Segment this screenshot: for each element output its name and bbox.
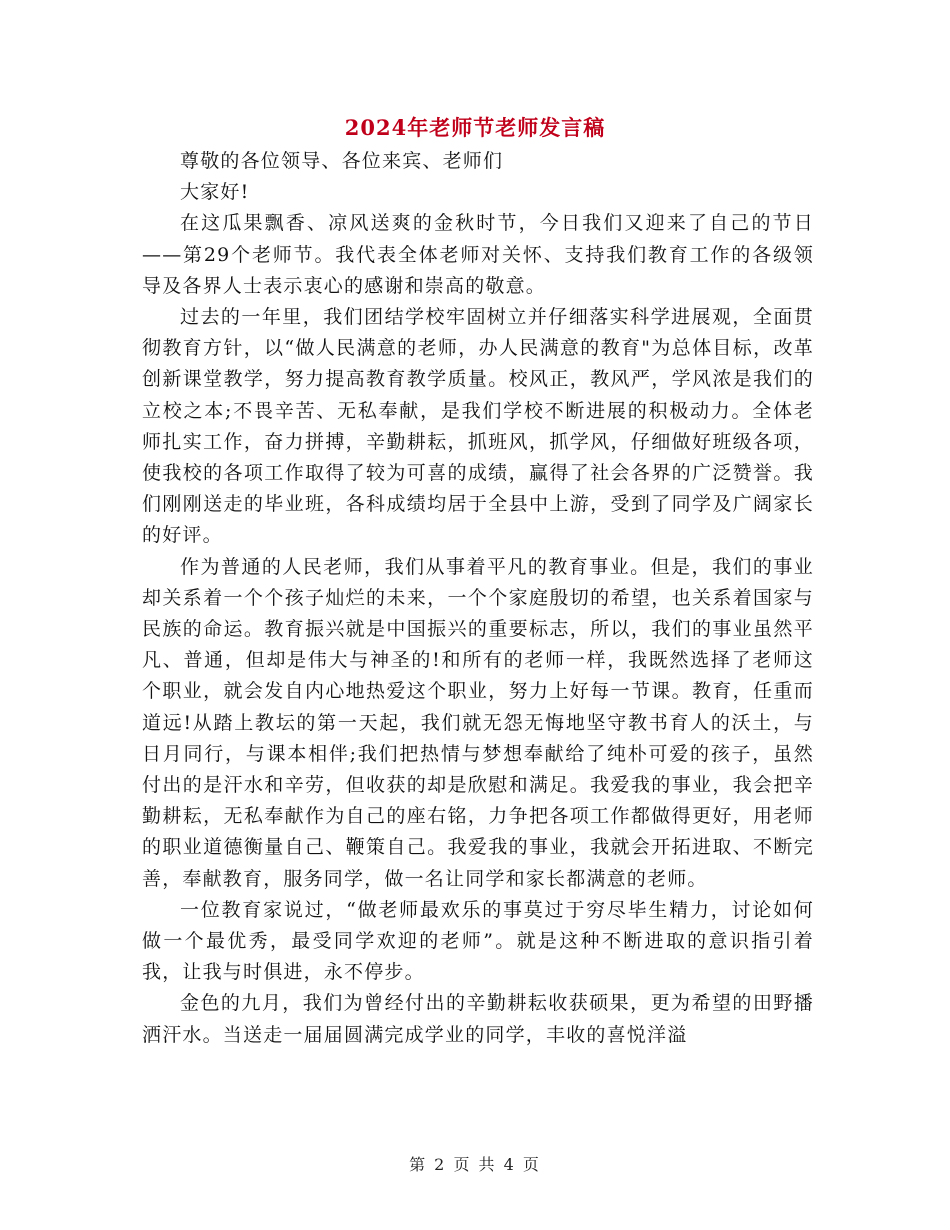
page-footer: 第 2 页 共 4 页 <box>409 1155 541 1174</box>
paragraph: 过去的一年里，我们团结学校牢固树立并仔细落实科学进展观，全面贯彻教育方针，以“做人民满意的老师，办人民满意的教育"为总体目标，改革创新课堂教学，努力提高教育教学质量。校风正，教风严，学风浓是我们的立校之本;不畏辛苦、无私奉献，是我们学校不断进展的积极动力。全体老师扎实工作，奋力拼搏，辛勤耕耘，抓班风，抓学风，仔细做好班级各项，使我校的各项工作取得了较为可喜的成绩，赢得了社会各界的广泛赞誉。我们刚刚送走的毕业班，各科成绩均居于全县中上游，受到了同学及广阔家长的好评。 <box>142 306 814 547</box>
document-title: 2024年老师节老师发言稿 <box>344 115 606 140</box>
paragraph: 金色的九月，我们为曾经付出的辛勤耕耘收获硕果，更为希望的田野播洒汗水。当送走一届届圆满完成学业的同学，丰收的喜悦洋溢 <box>142 992 814 1046</box>
greeting: 大家好! <box>180 181 250 204</box>
salutation: 尊敬的各位领导、各位来宾、老师们 <box>180 150 504 172</box>
paragraph: 在这瓜果飘香、凉风送爽的金秋时节，今日我们又迎来了自己的节日——第29个老师节。我代表全体老师对关怀、支持我们教育工作的各级领导及各界人士表示衷心的感谢和崇高的敬意。 <box>142 212 814 297</box>
paragraph: 一位教育家说过，“做老师最欢乐的事莫过于穷尽毕生精力，讨论如何做一个最优秀，最受同学欢迎的老师”。就是这种不断进取的意识指引着我，让我与时俱进，永不停步。 <box>142 898 814 984</box>
document-body <box>142 146 814 1051</box>
paragraph: 作为普通的人民老师，我们从事着平凡的教育事业。但是，我们的事业却关系着一个个孩子灿烂的未来，一个个家庭殷切的希望，也关系着国家与民族的命运。教育振兴就是中国振兴的重要标志，所以，我们的事业虽然平凡、普通，但却是伟大与神圣的!和所有的老师一样，我既然选择了老师这个职业，就会发自内心地热爱这个职业，努力上好每一节课。教育，任重而道远!从踏上教坛的第一天起，我们就无怨无悔地坚守教书育人的沃土，与日月同行，与课本相伴;我们把热情与梦想奉献给了纯朴可爱的孩子，虽然付出的是汗水和辛劳，但收获的却是欣慰和满足。我爱我的事业，我会把辛勤耕耘，无私奉献作为自己的座右铭，力争把各项工作都做得更好，用老师的职业道德衡量自己、鞭策自己。我爱我的事业，我就会开拓进取、不断完善，奉献教育，服务同学，做一名让同学和家长都满意的老师。 <box>142 555 814 890</box>
